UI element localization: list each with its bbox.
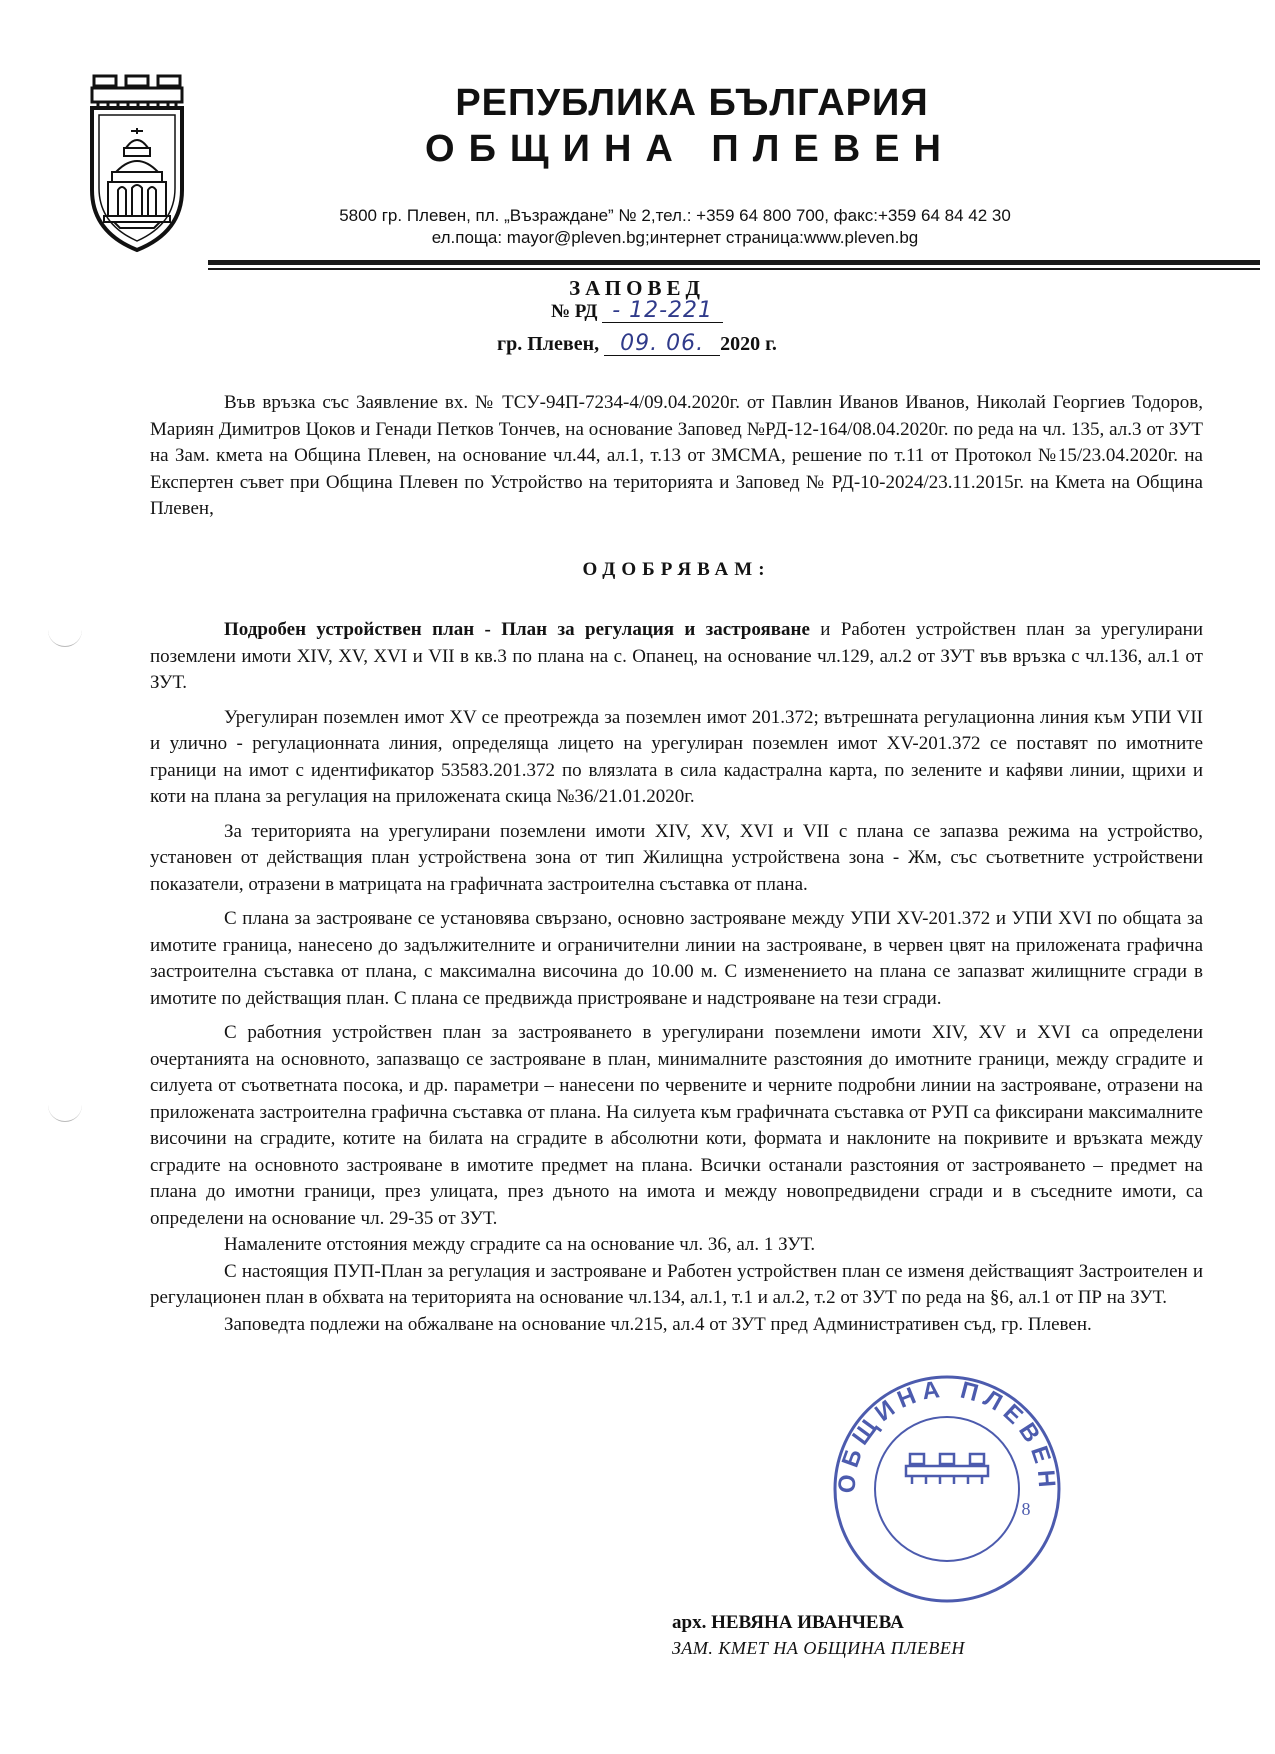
letterhead-rule-thin	[208, 268, 1260, 270]
body-paragraph-5: С работния устройствен план за застрояването в урегулирани поземлени имоти XIV, XV и XVI са определени очертанията на основното, запазващо се застрояване в план, минималните разстояния до имотните граници, между сградите и силуета от съответната посока, и др. параметри – нанесени по червените и черните подробни линии на застрояване, отразени на приложената застроителна графична съставка от плана. На силуета към графичната съставка от РУП са фиксирани максималните височини на сградите, котите на билата на сградите в абсолютни коти, формата и наклоните на покривите и връзката между сградите на основното застрояване в имотите предмет на плана. Всички останали разстояния от застрояването – предмет на плана до имотни граници, през улицата, през дъното на имота и между новопредвидени сгради и в съседните имоти, са определени на основание чл. 29-35 от ЗУТ.	[150, 1022, 1203, 1229]
order-number-handwritten: - 12-221	[602, 300, 723, 323]
order-year: 2020 г.	[720, 333, 777, 355]
body-intro-paragraph: Във връзка със Заявление вх. № ТСУ-94П-7234-4/09.04.2020г. от Павлин Иванов Иванов, Николай Георгиев Тодоров, Мариян Димитров Цоков и Генади Петков Тончев, на основание Заповед №РД-12-164/08.04.2020г. по реда на чл. 135, ал.3 от ЗУТ на Зам. кмета на Община Плевен, на основание чл.44, ал.1, т.13 от ЗМСМА, решение по т.11 от Протокол №15/23.04.2020г. на Експертен съвет при Община Плевен по Устройство на територията и Заповед № РД-10-2024/23.11.2015г. на Кмета на Община Плевен,	[150, 392, 1203, 519]
letterhead-rule-thick	[208, 260, 1260, 265]
scan-punch-mark	[48, 1105, 82, 1122]
body-paragraph-8: Заповедта подлежи на обжалване на основание чл.215, ал.4 от ЗУТ пред Административен съд, гр. Плевен.	[224, 1313, 1092, 1335]
svg-text:ОБЩИНА ПЛЕВЕН: ОБЩИНА ПЛЕВЕН	[833, 1375, 1061, 1495]
pleven-coat-of-arms-logo	[88, 72, 186, 254]
stamp-number: 8	[1021, 1499, 1031, 1519]
order-title: ЗАПОВЕД	[569, 276, 705, 300]
body-paragraph-1-rest: и Работен устройствен план за урегулирани поземлени имоти XIV, XV, XVI и VII в кв.3 по плана на с. Опанец, на основание чл.129, ал.2 от ЗУТ във връзка с чл.136, ал.1 от ЗУТ.	[150, 619, 1203, 693]
letterhead-contact	[230, 205, 1120, 249]
order-date-handwritten: 09. 06.	[604, 333, 720, 356]
order-number-line	[447, 300, 827, 323]
body-paragraph-4: С плана за застрояване се установява свързано, основно застрояване между УПИ XV-201.372 и УПИ XVI по общата за имотите граница, нанесено до задължителните и ограничителни линии на застрояване, в червен цвят на приложената графична застроителна съставка от плана, с максимална височина до 10.00 м. С изменението на плана се запазват жилищните сгради в имотите по действащия план. С плана се предвижда пристрояване и надстрояване на тези сгради.	[150, 908, 1203, 1009]
order-place: гр. Плевен,	[497, 333, 600, 355]
letterhead-title-country: РЕПУБЛИКА БЪЛГАРИЯ	[455, 82, 929, 124]
scan-punch-mark	[48, 630, 82, 647]
order-body	[150, 390, 1203, 1338]
approve-heading: ОДОБРЯВАМ:	[582, 558, 771, 580]
municipality-seal-stamp	[830, 1372, 1064, 1606]
body-paragraph-7: С настоящия ПУП-План за регулация и застрояване и Работен устройствен план се изменя действащият Застроителен и регулационен план в обхвата на територията на основание чл.134, ал.1, т.1 и ал.2, т.2 от ЗУТ по реда на §6, ал.1 от ПР на ЗУТ.	[150, 1260, 1203, 1308]
order-place-date-line	[447, 333, 827, 356]
letterhead-email-web-line: ел.поща: mayor@pleven.bg;интернет страница:www.pleven.bg	[431, 228, 919, 247]
letterhead-address-line: 5800 гр. Плевен, пл. „Възраждане” № 2,тел.: +359 64 800 700, факс:+359 64 84 42 30	[339, 206, 1011, 225]
signatory-role: ЗАМ. КМЕТ НА ОБЩИНА ПЛЕВЕН	[672, 1638, 965, 1658]
body-paragraph-1-bold: Подробен устройствен план - План за регулация и застрояване	[224, 619, 810, 640]
body-paragraph-6: Намалените отстояния между сградите са на основание чл. 36, ал. 1 ЗУТ.	[224, 1234, 816, 1255]
body-paragraph-2: Урегулиран поземлен имот XV се преотрежда за поземлен имот 201.372; вътрешната регулационна линия към УПИ VII и улично - регулационната линия, определяща лицето на урегулиран поземлен имот XV-201.372 се поставят по имотните граници на имот с идентификатор 53583.201.372 по влязлата в сила кадастрална карта, по зелените и кафяви линии, щрихи и коти на плана за регулация на приложената скица №36/21.01.2020г.	[150, 706, 1203, 807]
body-paragraph-3: За територията на урегулирани поземлени имоти XIV, XV, XVI и VII с плана се запазва режима на устройство, установен от действащия план устройствена зона от тип Жилищна устройствена зона - Жм, със съответните устройствени показатели, отразени в матрицата на графичната застроителна съставка от плана.	[150, 820, 1203, 895]
order-number-prefix: № РД	[550, 301, 598, 322]
letterhead-title-municipality: ОБЩИНА ПЛЕВЕН	[425, 128, 955, 170]
signatory-name: арх. НЕВЯНА ИВАНЧЕВА	[672, 1612, 904, 1633]
body-paragraph-1	[150, 617, 1203, 697]
